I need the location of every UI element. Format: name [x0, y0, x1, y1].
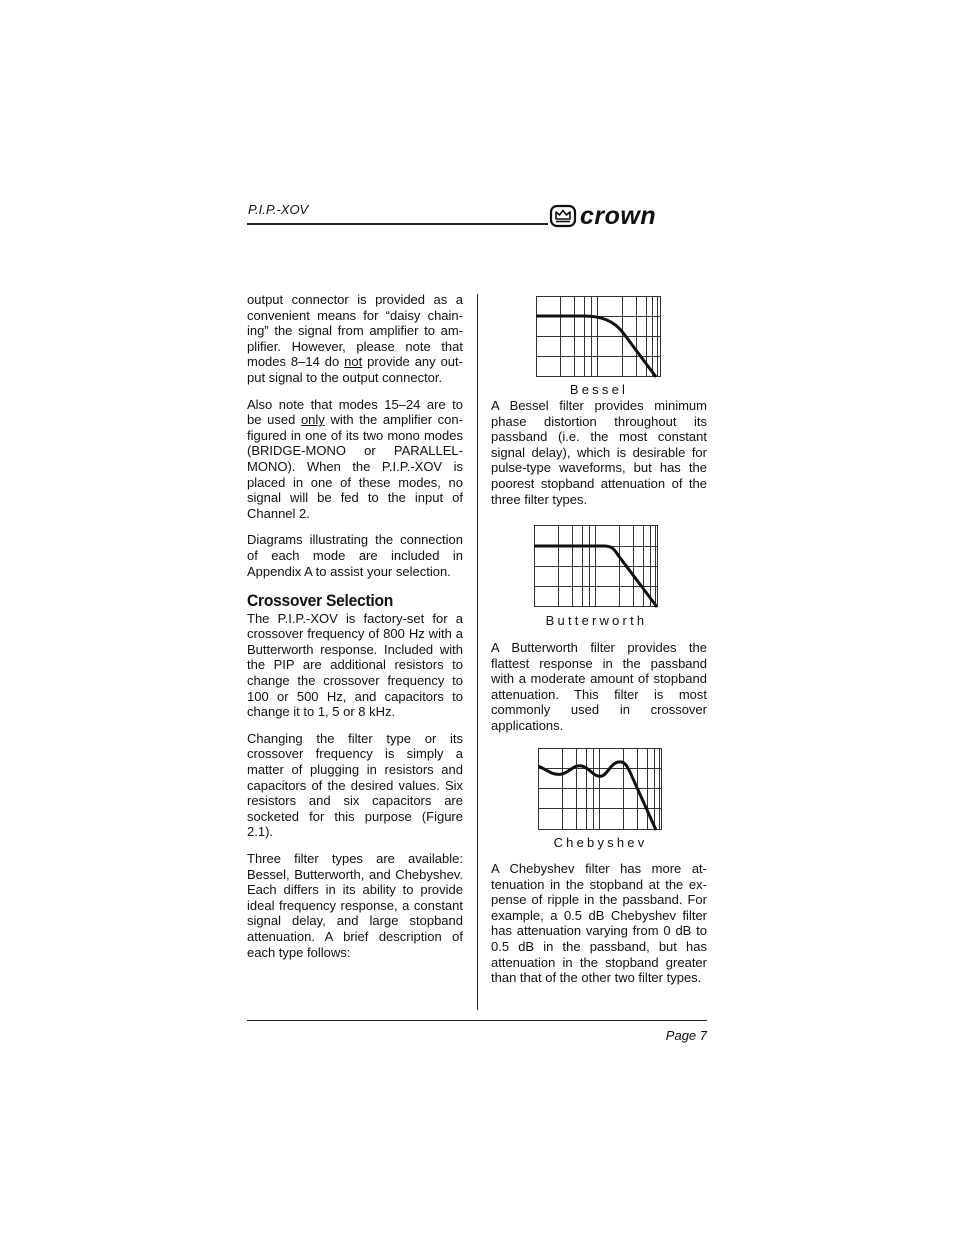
butterworth-description: A Butterworth filter provides the flattest response in the passband with a moderate amount of stopband attenuation. This filter is most commonly used in crossover applications.: [491, 640, 707, 733]
paragraph-mono-modes: Also note that modes 15–24 are to be used only with the amplifier configured in one of its two mono modes (BRIDGE-MONO or PARALLEL-MONO). When the P.I.P.-XOV is placed in one of these modes, no signal will be fed to the input of Channel 2.: [247, 396, 463, 521]
butterworth-response-graph: [534, 525, 659, 608]
chebyshev-caption: Chebyshev: [553, 835, 648, 850]
bessel-response-graph: [536, 296, 662, 378]
bessel-description: A Bessel filter provides minimum phase distortion throughout its passband (i.e. the most constant signal delay), which is desirable for pulse-type waveforms, but has the poorest stopband attenuation of the three filter types.: [491, 398, 707, 507]
header-rule: [247, 223, 548, 225]
paragraph-factory-set: The P.I.P.-XOV is factory-set for a crossover frequency of 800 Hz with a Butterworth response. Included with the PIP are additional resistors to change the crossover frequency to 100 or 500 Hz, and capacitors to change it to 1, 5 or 8 kHz.: [247, 610, 463, 720]
chebyshev-response-graph: [538, 748, 663, 831]
paragraph-changing-filter: Changing the filter type or its crossover frequency is simply a matter of plugging in resistors and capacitors of the desired values. Six resistors and six capacitors are socketed for this purpose (Figure 2.1).: [247, 730, 463, 840]
section-heading-crossover-selection: Crossover Selection: [247, 591, 394, 611]
logo-badge: [551, 206, 575, 226]
paragraph-daisy-chain: output connector is provided as a convenient means for “daisy chaining” the signal from amplifier to amplifier. However, please note that modes 8–14 do not provide any output signal to the output connector.: [247, 292, 463, 385]
bessel-caption: Bessel: [569, 382, 629, 397]
footer-rule: [247, 1020, 707, 1021]
column-divider: [477, 294, 478, 1010]
paragraph-diagrams: Diagrams illustrating the connection of each mode are included in Appendix A to assist your selection.: [247, 532, 463, 579]
logo-crown-mark: [556, 211, 570, 220]
underlined-only: only: [300, 412, 325, 428]
bessel-curve: [536, 316, 656, 377]
underlined-not: not: [344, 354, 363, 370]
paragraph-filter-types: Three filter types are available: Bessel, Butterworth, and Chebyshev. Each differs in its ability to provide ideal frequency response, a constant signal delay, and large stopband attenuation. A brief description of each type follows:: [247, 851, 463, 960]
document-title: P.I.P.-XOV: [248, 202, 309, 217]
page-number: Page 7: [665, 1028, 707, 1043]
butterworth-caption: Butterworth: [545, 613, 648, 628]
logo-wordmark: crown: [580, 203, 657, 229]
crown-logo: [549, 203, 709, 229]
chebyshev-description: A Chebyshev filter has more attenuation in the stopband at the expense of ripple in the passband. For example, a 0.5 dB Chebyshev filter has attenuation varying from 0 dB to 0.5 dB in the passband, but has attenuation in the stopband greater than that of the other two filter types.: [491, 861, 707, 986]
left-column: [247, 292, 463, 971]
chebyshev-curve: [538, 762, 656, 830]
